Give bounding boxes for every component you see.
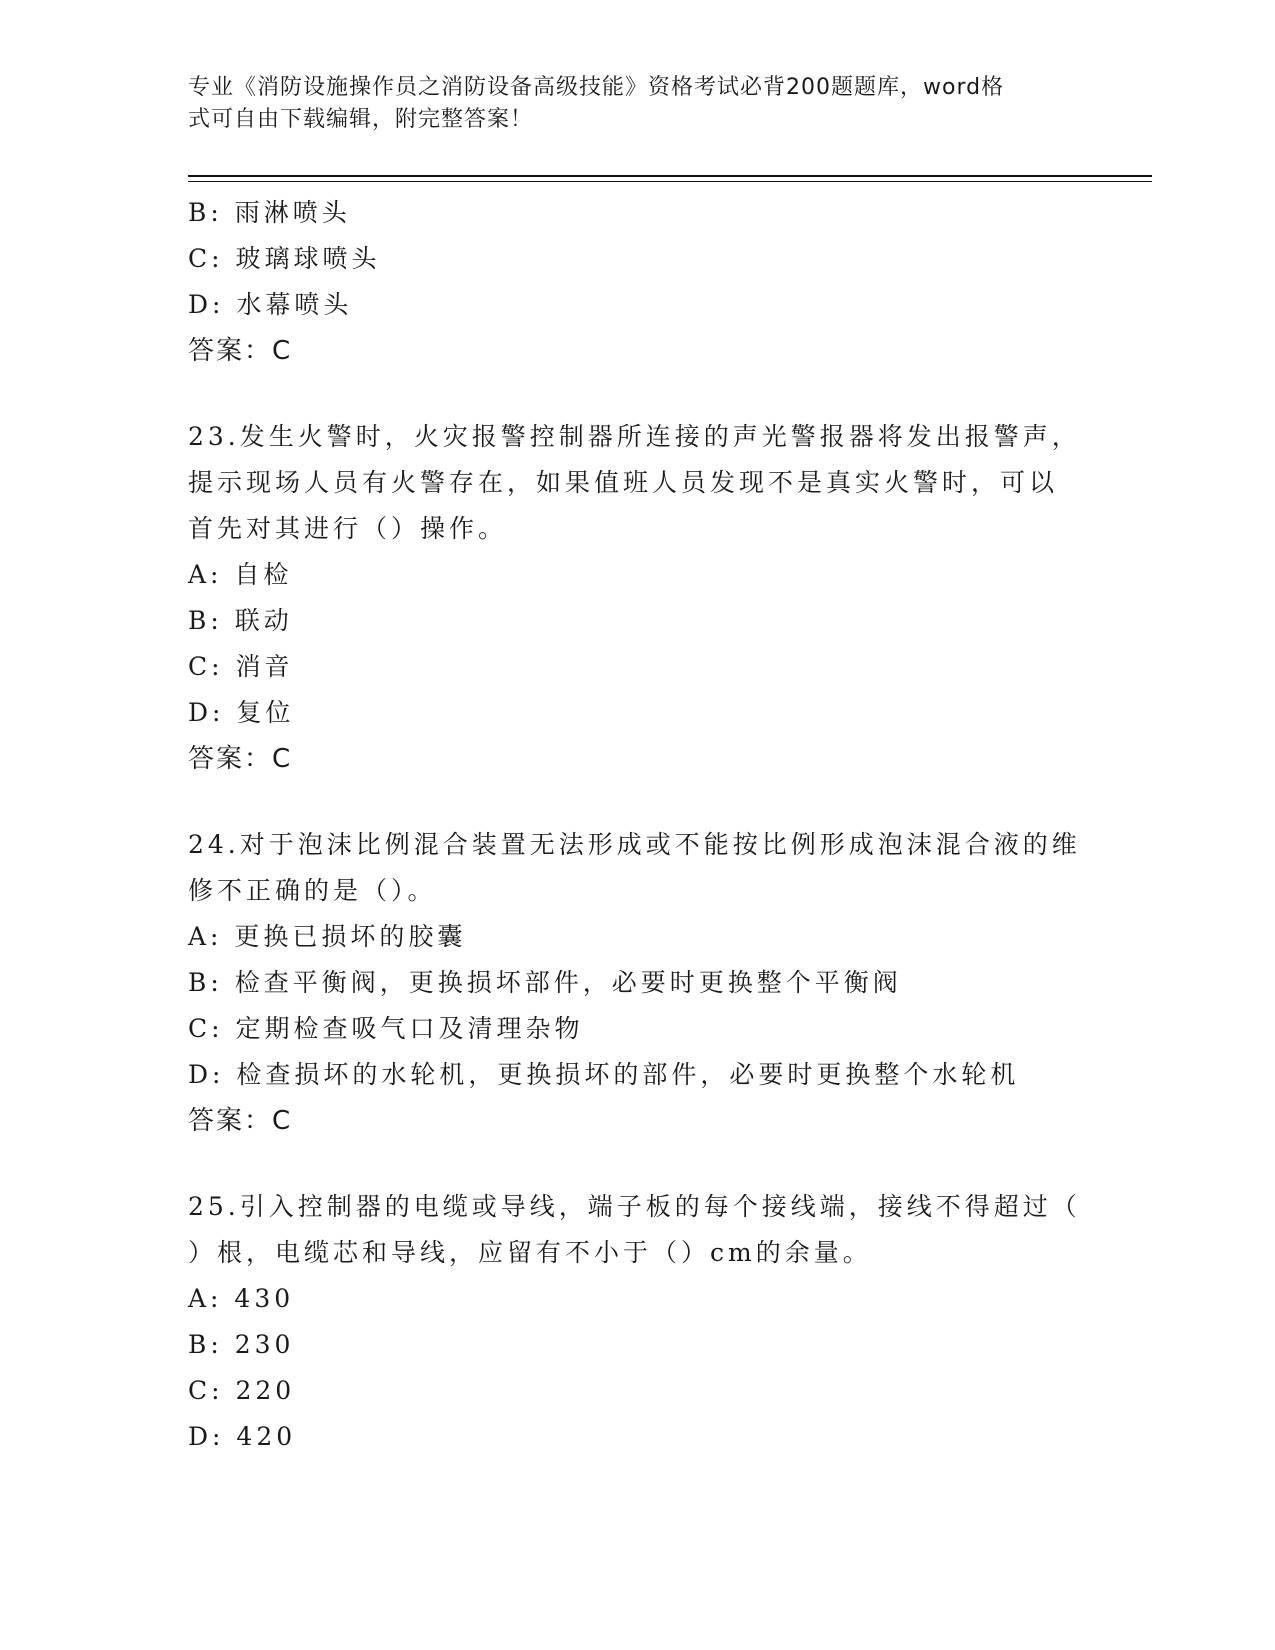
question-stem-line: 24.对于泡沫比例混合装置无法形成或不能按比例形成泡沫混合液的维 — [188, 830, 1081, 859]
question-stem-line: 首先对其进行（）操作。 — [188, 514, 508, 543]
option-d: D: 420 — [188, 1422, 297, 1451]
option-d: D: 复位 — [188, 698, 295, 727]
option-d: D: 检查损坏的水轮机，更换损坏的部件，必要时更换整个水轮机 — [188, 1060, 1020, 1089]
question-list — [188, 190, 1088, 1460]
option-c: C: 玻璃球喷头 — [188, 244, 381, 273]
question-25 — [188, 1184, 1088, 1460]
header-divider-thick — [188, 175, 1152, 177]
option-a: A: 430 — [188, 1284, 295, 1313]
header-line-1: 专业《消防设施操作员之消防设备高级技能》资格考试必背200题题库，word格 — [188, 75, 1005, 100]
question-stem-line: ）根，电缆芯和导线，应留有不小于（）cm的余量。 — [188, 1238, 872, 1267]
answer-line: 答案：C — [188, 1106, 293, 1136]
question-stem-line: 25.引入控制器的电缆或导线，端子板的每个接线端，接线不得超过（ — [188, 1192, 1081, 1221]
answer-line: 答案：C — [188, 744, 293, 774]
option-a: A: 自检 — [188, 560, 293, 589]
question-22 — [188, 190, 1088, 374]
option-b: B: 检查平衡阀，更换损坏部件，必要时更换整个平衡阀 — [188, 968, 902, 997]
question-stem-line: 提示现场人员有火警存在，如果值班人员发现不是真实火警时，可以 — [188, 468, 1059, 497]
option-a: A: 更换已损坏的胶囊 — [188, 922, 467, 951]
answer-line: 答案：C — [188, 336, 293, 366]
question-23 — [188, 414, 1088, 782]
header-line-2: 式可自由下载编辑，附完整答案！ — [188, 107, 534, 132]
header-divider-thin — [188, 181, 1152, 182]
document-header — [188, 72, 1068, 136]
question-stem-line: 修不正确的是（）。 — [188, 876, 437, 905]
question-stem-line: 23.发生火警时，火灾报警控制器所连接的声光警报器将发出报警声， — [188, 422, 1081, 451]
option-b: B: 联动 — [188, 606, 293, 635]
option-d: D: 水幕喷头 — [188, 290, 353, 319]
question-24 — [188, 822, 1088, 1144]
option-b: B: 230 — [188, 1330, 295, 1359]
option-c: C: 220 — [188, 1376, 296, 1405]
option-c: C: 消音 — [188, 652, 294, 681]
option-b: B: 雨淋喷头 — [188, 198, 351, 227]
option-c: C: 定期检查吸气口及清理杂物 — [188, 1014, 584, 1043]
